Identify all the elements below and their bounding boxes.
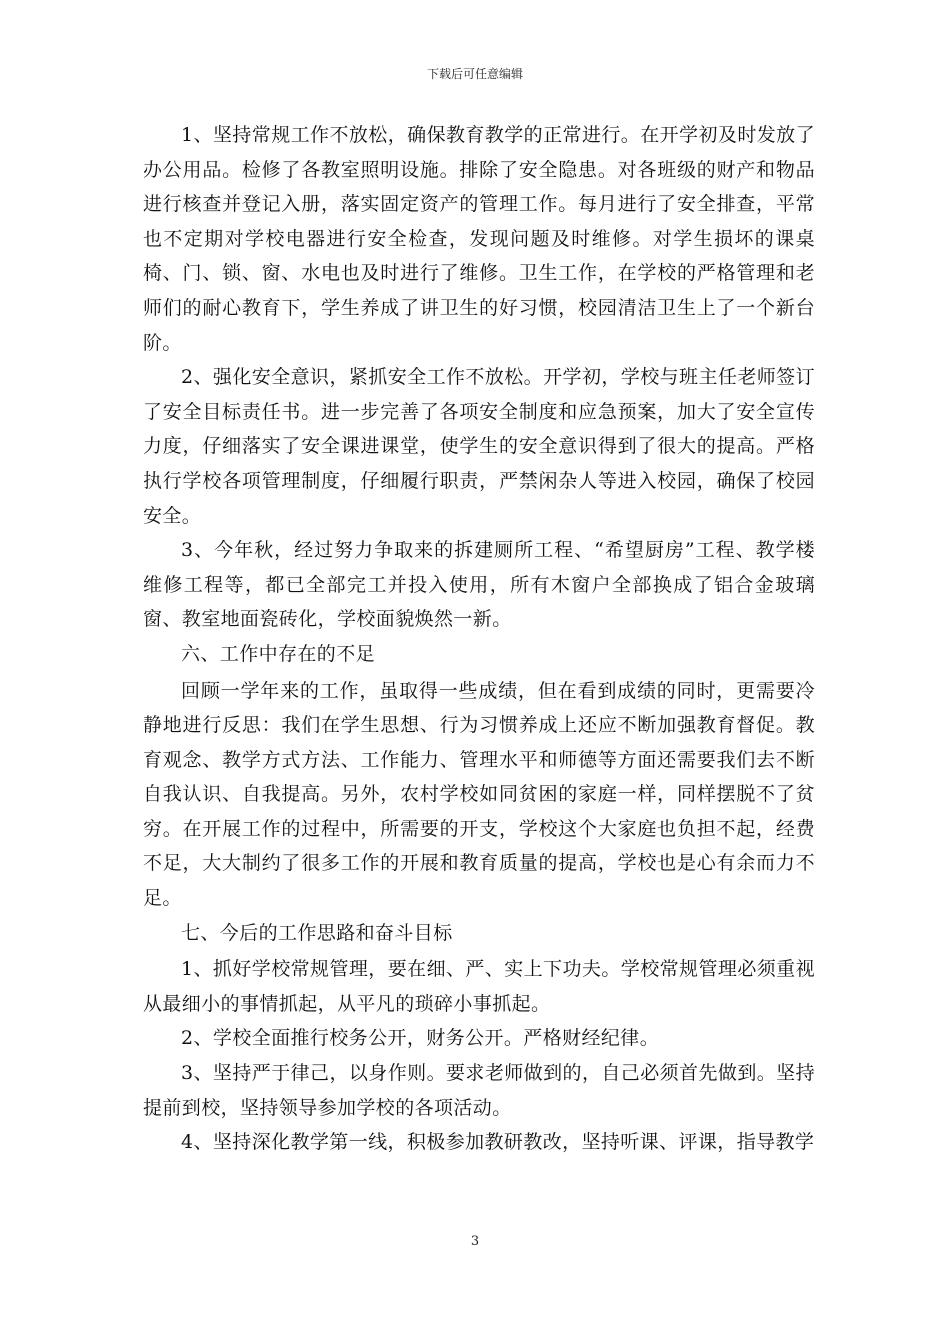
paragraph-reflection: 回顾一学年来的工作，虽取得一些成绩，但在看到成绩的同时，更需要冷静地进行反思：我们在学生思想、行为习惯养成上还应不断加强教育督促。教育观念、教学方式方法、工作能力、管理水平和师德等方面还需要我们去不断自我认识、自我提高。另外，农村学校如同贫困的家庭一样，同样摆脱不了贫穷。在开展工作的过程中，所需要的开支，学校这个大家庭也负担不起，经费不足，大大制约了很多工作的开展和教育质量的提高，学校也是心有余而力不足。 <box>143 679 815 910</box>
paragraph-item-2: 2、强化安全意识，紧抓安全工作不放松。开学初，学校与班主任老师签订了安全目标责任书。进一步完善了各项安全制度和应急预案，加大了安全宣传力度，仔细落实了安全课进课堂，使学生的安全意识得到了很大的提高。严格执行学校各项管理制度，仔细履行职责，严禁闲杂人等进入校园，确保了校园安全。 <box>143 366 815 527</box>
section-heading-future-plans: 七、今后的工作思路和奋斗目标 <box>181 921 453 944</box>
paragraph-item-1: 1、坚持常规工作不放松，确保教育教学的正常进行。在开学初及时发放了办公用品。检修了各教室照明设施。排除了安全隐患。对各班级的财产和物品进行核查并登记入册，落实固定资产的管理工作。每月进行了安全排查，平常也不定期对学校电器进行安全检查，发现问题及时维修。对学生损坏的课桌椅、门、锁、窗、水电也及时进行了维修。卫生工作，在学校的严格管理和老师们的耐心教育下，学生养成了讲卫生的好习惯，校园清洁卫生上了一个新台阶。 <box>143 124 815 354</box>
page-number: 3 <box>470 1234 480 1249</box>
paragraph-plan-1: 1、抓好学校常规管理，要在细、严、实上下功夫。学校常规管理必须重视从最细小的事情抓起，从平凡的琐碎小事抓起。 <box>143 958 815 1015</box>
page-header: 下载后可任意编辑 <box>426 67 523 81</box>
paragraph-plan-3: 3、坚持严于律己，以身作则。要求老师做到的，自己必须首先做到。坚持提前到校，坚持领导参加学校的各项活动。 <box>143 1062 815 1119</box>
paragraph-plan-2: 2、学校全面推行校务公开，财务公开。严格财经纪律。 <box>181 1027 660 1050</box>
document-body <box>143 118 815 1160</box>
section-heading-shortcomings: 六、工作中存在的不足 <box>181 642 376 665</box>
paragraph-item-3: 3、今年秋，经过努力争取来的拆建厕所工程、“希望厨房”工程、教学楼维修工程等，都已全部完工并投入使用，所有木窗户全部换成了铝合金玻璃窗、教室地面瓷砖化，学校面貌焕然一新。 <box>143 539 815 631</box>
paragraph-plan-4: 4、坚持深化教学第一线，积极参加教研教改，坚持听课、评课，指导教学 <box>181 1131 815 1154</box>
